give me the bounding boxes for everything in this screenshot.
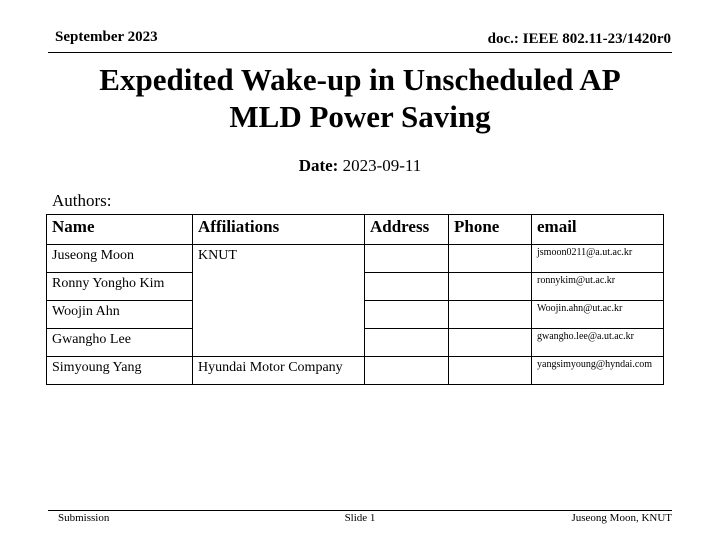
footer-slide-number: Slide 1 (344, 512, 376, 524)
slide-title (40, 61, 680, 135)
author-name: Woojin Ahn (47, 301, 193, 329)
author-affiliation: KNUT (193, 245, 365, 357)
title-line-1: Expedited Wake-up in Unscheduled AP (99, 62, 621, 97)
author-email: ronnykim@ut.ac.kr (532, 273, 664, 301)
title-line-2: MLD Power Saving (229, 99, 491, 134)
author-phone (449, 301, 532, 329)
author-address (365, 245, 449, 273)
author-email: jsmoon0211@a.ut.ac.kr (532, 245, 664, 273)
column-header-phone: Phone (449, 215, 532, 245)
date-value: 2023-09-11 (342, 156, 422, 175)
authors-label: Authors: (52, 191, 112, 210)
author-name: Gwangho Lee (47, 329, 193, 357)
author-phone (449, 273, 532, 301)
column-header-address: Address (365, 215, 449, 245)
author-name: Ronny Yongho Kim (47, 273, 193, 301)
date-label: Date: (298, 156, 339, 175)
author-phone (449, 245, 532, 273)
author-address (365, 357, 449, 385)
author-email: yangsimyoung@hyndai.com (532, 357, 664, 385)
footer-submission: Submission (58, 512, 110, 524)
header-date: September 2023 (55, 29, 158, 45)
table-header-row (47, 215, 664, 245)
header-divider (48, 52, 672, 53)
footer-author: Juseong Moon, KNUT (571, 512, 672, 524)
authors-table (46, 214, 664, 385)
author-name: Simyoung Yang (47, 357, 193, 385)
author-affiliation: Hyundai Motor Company (193, 357, 365, 385)
author-email: gwangho.lee@a.ut.ac.kr (532, 329, 664, 357)
author-phone (449, 357, 532, 385)
author-name: Juseong Moon (47, 245, 193, 273)
date-line (0, 156, 720, 176)
table-row (47, 357, 664, 385)
footer-divider (48, 510, 672, 511)
column-header-name: Name (47, 215, 193, 245)
column-header-affiliations: Affiliations (193, 215, 365, 245)
author-address (365, 273, 449, 301)
author-address (365, 329, 449, 357)
column-header-email: email (532, 215, 664, 245)
table-row (47, 245, 664, 273)
author-address (365, 301, 449, 329)
author-phone (449, 329, 532, 357)
author-email: Woojin.ahn@ut.ac.kr (532, 301, 664, 329)
header-doc-id: doc.: IEEE 802.11-23/1420r0 (487, 31, 671, 47)
